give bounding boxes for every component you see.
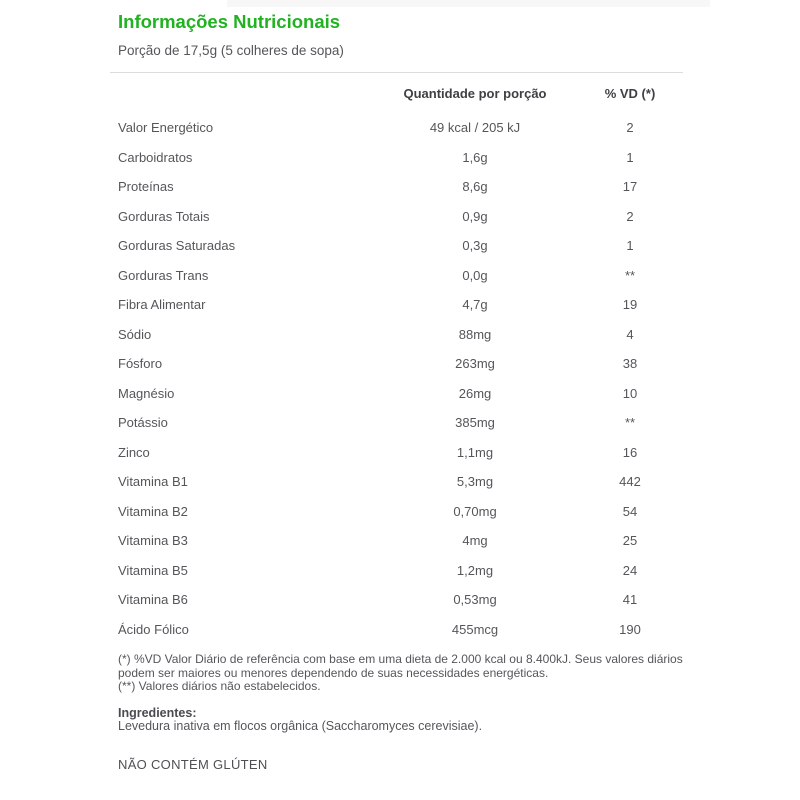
row-quantity: 263mg: [455, 356, 495, 372]
row-label: Proteínas: [118, 179, 174, 195]
row-quantity: 4mg: [462, 533, 488, 549]
nutrition-panel: [110, 0, 692, 772]
row-quantity: 0,3g: [462, 238, 488, 254]
row-dv: 16: [622, 444, 638, 460]
table-row: [110, 290, 675, 320]
table-row: [110, 349, 675, 379]
row-label: Gorduras Saturadas: [118, 238, 236, 254]
row-dv: 19: [622, 297, 638, 313]
table-row: [110, 202, 675, 232]
row-label: Gorduras Trans: [118, 267, 209, 283]
table-row: [110, 556, 675, 586]
row-dv: 24: [622, 562, 638, 578]
row-dv: 41: [622, 592, 638, 608]
table-row: [110, 261, 675, 291]
row-quantity: 0,9g: [462, 208, 488, 224]
row-label: Valor Energético: [118, 120, 214, 136]
row-dv: **: [624, 415, 636, 431]
row-label: Vitamina B6: [118, 592, 188, 608]
row-dv: 38: [622, 356, 638, 372]
row-quantity: 88mg: [458, 326, 492, 342]
row-quantity: 0,0g: [462, 267, 488, 283]
table-row: [110, 172, 675, 202]
table-row: [110, 615, 675, 645]
row-label: Sódio: [118, 326, 152, 342]
row-quantity: 1,1mg: [456, 444, 494, 460]
table-row: [110, 143, 675, 173]
row-label: Magnésio: [118, 385, 175, 401]
row-quantity: 26mg: [458, 385, 492, 401]
table-row: [110, 438, 675, 468]
table-row: [110, 585, 675, 615]
table-row: [110, 113, 675, 143]
column-header-quantity: Quantidade por porção: [403, 85, 547, 101]
row-dv: 25: [622, 533, 638, 549]
table-row: [110, 408, 675, 438]
row-label: Zinco: [118, 444, 150, 460]
row-quantity: 49 kcal / 205 kJ: [429, 120, 521, 136]
serving-size: Porção de 17,5g (5 colheres de sopa): [118, 43, 344, 58]
row-label: Gorduras Totais: [118, 208, 210, 224]
row-quantity: 0,70mg: [453, 503, 497, 519]
row-quantity: 1,6g: [462, 149, 488, 165]
ingredients-heading: Ingredientes:: [118, 705, 197, 720]
row-label: Fósforo: [118, 356, 163, 372]
row-quantity: 1,2mg: [456, 562, 494, 578]
table-header-row: [110, 73, 675, 113]
row-label: Vitamina B5: [118, 562, 188, 578]
row-dv: 1: [626, 238, 634, 254]
row-quantity: 0,53mg: [453, 592, 497, 608]
row-dv: 442: [619, 474, 641, 490]
gluten-notice: NÃO CONTÉM GLÚTEN: [118, 756, 268, 772]
row-dv: 4: [626, 326, 634, 342]
ingredients-text: Levedura inativa em flocos orgânica (Saccharomyces cerevisiae).: [118, 719, 483, 733]
row-quantity: 8,6g: [462, 179, 488, 195]
footnote-not-established: (**) Valores diários não estabelecidos.: [118, 679, 321, 693]
row-dv: 54: [622, 503, 638, 519]
table-row: [110, 526, 675, 556]
table-row: [110, 467, 675, 497]
row-dv: 17: [622, 179, 638, 195]
table-row: [110, 497, 675, 527]
row-label: Vitamina B2: [118, 503, 188, 519]
row-quantity: 5,3mg: [456, 474, 494, 490]
table-row: [110, 379, 675, 409]
row-dv: 10: [622, 385, 638, 401]
page-title: Informações Nutricionais: [118, 11, 341, 32]
footnote-dv: (*) %VD Valor Diário de referência com base em uma dieta de 2.000 kcal ou 8.400kJ. Seus valores diários podem ser maiores ou menores dependendo de suas necessidades energéticas.: [118, 652, 683, 680]
row-label: Fibra Alimentar: [118, 297, 206, 313]
ingredients-section: [110, 707, 692, 734]
row-label: Potássio: [118, 415, 168, 431]
row-dv: 2: [626, 120, 634, 136]
row-quantity: 455mcg: [451, 621, 499, 637]
table-row: [110, 320, 675, 350]
nutrition-table-body: [110, 113, 692, 644]
row-dv: 190: [619, 621, 641, 637]
row-dv: **: [624, 267, 636, 283]
row-quantity: 385mg: [455, 415, 495, 431]
row-label: Vitamina B3: [118, 533, 188, 549]
row-label: Ácido Fólico: [118, 621, 189, 637]
row-label: Vitamina B1: [118, 474, 188, 490]
row-quantity: 4,7g: [462, 297, 488, 313]
table-row: [110, 231, 675, 261]
column-header-dv: % VD (*): [604, 85, 656, 101]
row-dv: 1: [626, 149, 634, 165]
footnotes: [110, 653, 690, 694]
row-label: Carboidratos: [118, 149, 193, 165]
row-dv: 2: [626, 208, 634, 224]
